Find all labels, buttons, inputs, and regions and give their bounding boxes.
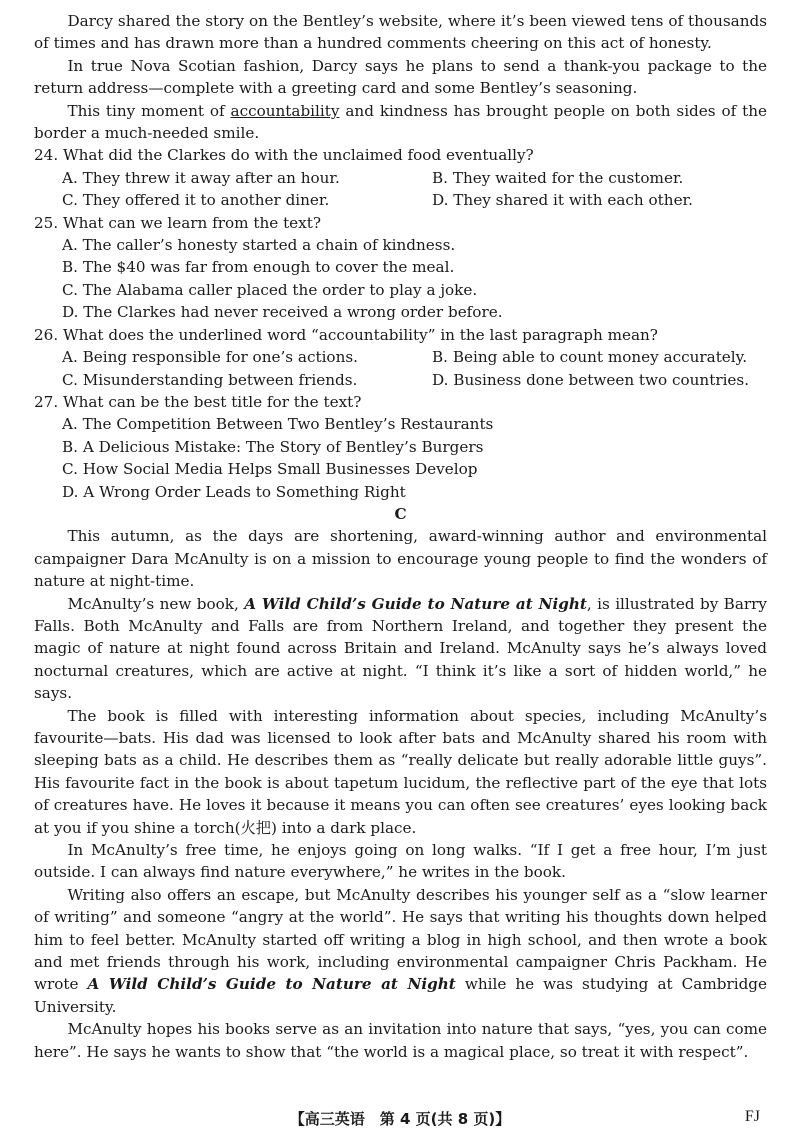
book-title: A Wild Child’s Guide to Nature at Night xyxy=(244,594,587,613)
passage-c-paragraph-6: McAnulty hopes his books serve as an invitation into nature that says, “yes, you can come here”. He says he wants to show that “the world is a magical place, so treat it with respect”. xyxy=(34,1020,767,1061)
options-grid xyxy=(62,346,767,391)
paragraph-text: and kindness has brought people on both sides of the border a much-needed smile. xyxy=(34,101,768,143)
question-27 xyxy=(34,391,767,503)
option-c: C. Misunderstanding between friends. xyxy=(62,370,358,389)
paragraph-text: Writing also offers an escape, but McAnulty describes his younger self as a “slow learner of writing” and someone “angry at the world”. He says that writing his thoughts down helped him to feel better. McAnulty started off writing a blog in high school, and then wrote a book and met friends through his work, including environmental campaigner Chris Packham. He wrote xyxy=(34,885,767,994)
question-26 xyxy=(34,324,767,391)
option-a: A. The caller’s honesty started a chain of kindness. xyxy=(62,236,456,255)
book-title: A Wild Child’s Guide to Nature at Night xyxy=(87,975,456,994)
paragraph-text: McAnulty’s new book, xyxy=(67,594,245,613)
option-b: B. A Delicious Mistake: The Story of Bentley’s Burgers xyxy=(62,437,484,456)
options-grid xyxy=(62,167,767,212)
option-b: B. They waited for the customer. xyxy=(432,168,684,187)
option-a: A. They threw it away after an hour. xyxy=(62,168,340,187)
option-d: D. They shared it with each other. xyxy=(432,191,693,210)
passage-c-paragraph-1: This autumn, as the days are shortening, award-winning author and environmental campaigner Dara McAnulty is on a mission to encourage young people to find the wonders of nature at night-time. xyxy=(34,527,767,591)
option-a: A. Being responsible for one’s actions. xyxy=(62,348,358,367)
question-24 xyxy=(34,144,767,211)
page-content xyxy=(34,10,767,1063)
passage-c-paragraph-5 xyxy=(34,884,767,1018)
question-25 xyxy=(34,212,767,324)
region-code: FJ xyxy=(744,1108,760,1125)
question-stem: 25. What can we learn from the text? xyxy=(34,213,321,232)
paragraph-text: This tiny moment of xyxy=(67,101,231,120)
passage-c-paragraph-3: The book is filled with interesting information about species, including McAnulty’s favourite—bats. His dad was licensed to look after bats and McAnulty shared his room with sleeping bats as a child. He describes them as “really delicate but really adorable little guys”. His favourite fact in the book is about tapetum lucidum, the reflective part of the eye that lots of creatures have. He loves it because it means you can often see creatures’ eyes looking back at you if you shine a torch(火把) into a dark place. xyxy=(34,706,767,837)
options-list xyxy=(62,234,767,324)
option-d: D. The Clarkes had never received a wrong order before. xyxy=(62,303,503,322)
passage-b-paragraph-3 xyxy=(34,100,767,145)
option-a: A. The Competition Between Two Bentley’s Restaurants xyxy=(62,415,494,434)
paragraph-text: while he was studying at Cambridge University. xyxy=(34,975,767,1016)
passage-c-paragraph-4: In McAnulty’s free time, he enjoys going on long walks. “If I get a free hour, I’m just outside. I can always find nature everywhere,” he writes in the book. xyxy=(34,841,767,882)
option-b: B. Being able to count money accurately. xyxy=(432,348,748,367)
option-d: D. A Wrong Order Leads to Something Right xyxy=(62,482,406,501)
passage-b-paragraph-2: In true Nova Scotian fashion, Darcy says he plans to send a thank-you package to the return address—complete with a greeting card and some Bentley’s seasoning. xyxy=(34,56,767,98)
passage-b-paragraph-1: Darcy shared the story on the Bentley’s website, where it’s been viewed tens of thousands of times and has drawn more than a hundred comments cheering on this act of honesty. xyxy=(34,12,767,53)
passage-c-paragraph-2 xyxy=(34,593,767,705)
option-c: C. The Alabama caller placed the order to play a joke. xyxy=(62,280,478,299)
question-stem: 27. What can be the best title for the text? xyxy=(34,392,362,411)
page-footer xyxy=(0,1108,800,1132)
option-c: C. They offered it to another diner. xyxy=(62,191,330,210)
option-b: B. The $40 was far from enough to cover the meal. xyxy=(62,258,455,277)
option-d: D. Business done between two countries. xyxy=(432,370,750,389)
section-heading: C xyxy=(394,504,407,523)
option-c: C. How Social Media Helps Small Businesses Develop xyxy=(62,460,478,479)
options-list xyxy=(62,413,767,503)
page-number-label: 【高三英语 第 4 页(共 8 页)】 xyxy=(289,1110,511,1128)
paragraph-text: , is illustrated by Barry Falls. Both McAnulty and Falls are from Northern Ireland, and together they present the magic of nature at night found across Britain and Ireland. McAnulty says he’s always loved nocturnal creatures, which are active at night. “I think it’s like a sort of hidden world,” he says. xyxy=(34,594,767,703)
question-stem: 26. What does the underlined word “accountability” in the last paragraph mean? xyxy=(34,325,658,344)
underlined-word: accountability xyxy=(230,101,340,120)
question-stem: 24. What did the Clarkes do with the unclaimed food eventually? xyxy=(34,146,534,165)
